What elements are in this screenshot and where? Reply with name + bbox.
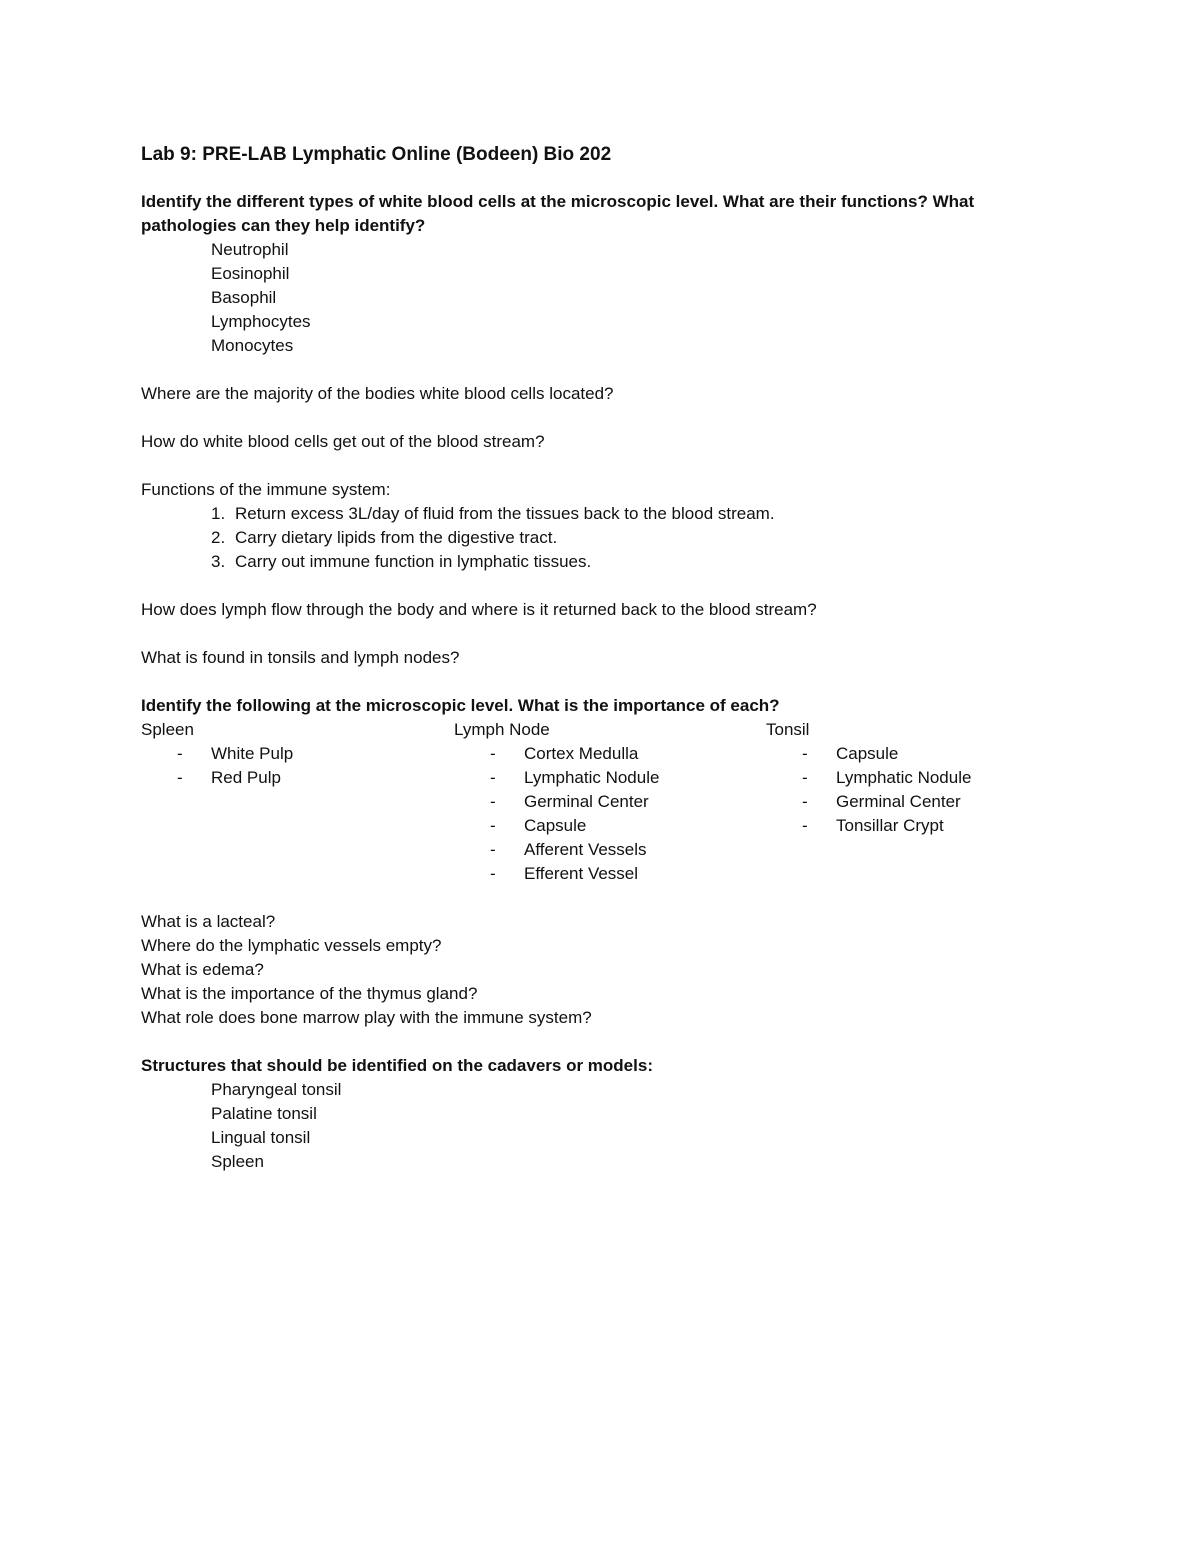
list-item: Monocytes	[211, 336, 294, 355]
column-list	[454, 742, 754, 886]
list-item: Spleen	[211, 1152, 264, 1171]
short-questions	[141, 910, 1041, 1030]
dash-marker: -	[802, 744, 808, 763]
list-number: 3.	[211, 552, 226, 571]
dash-marker: -	[490, 864, 496, 883]
list-item	[766, 766, 1066, 790]
dash-marker: -	[802, 768, 808, 787]
list-item	[454, 790, 754, 814]
list-text: Carry out immune function in lymphatic tissues.	[235, 552, 592, 571]
list-item	[141, 766, 441, 790]
dash-marker: -	[490, 744, 496, 763]
dash-marker: -	[802, 792, 808, 811]
question-majority: Where are the majority of the bodies white blood cells located?	[141, 384, 614, 403]
structure-columns	[141, 718, 1041, 886]
question-identify: Identify the following at the microscopic level. What is the importance of each?	[141, 696, 780, 715]
dash-marker: -	[490, 816, 496, 835]
list-text: Return excess 3L/day of fluid from the tissues back to the blood stream.	[235, 504, 775, 523]
column-lymph-node	[454, 718, 754, 886]
list-text: Capsule	[836, 744, 899, 763]
list-text: Germinal Center	[524, 792, 649, 811]
list-text: Capsule	[524, 816, 587, 835]
wbc-type-list	[141, 238, 1041, 358]
list-text: Afferent Vessels	[524, 840, 647, 859]
list-item	[141, 742, 441, 766]
list-item	[766, 814, 1066, 838]
functions-list	[141, 502, 1041, 574]
list-text: Lymphatic Nodule	[836, 768, 972, 787]
question-lymph-flow: How does lymph flow through the body and where is it returned back to the blood stream?	[141, 600, 817, 619]
list-text: Cortex Medulla	[524, 744, 639, 763]
dash-marker: -	[802, 816, 808, 835]
list-item	[454, 742, 754, 766]
question-bone-marrow: What role does bone marrow play with the immune system?	[141, 1008, 592, 1027]
list-item: Lingual tonsil	[211, 1128, 311, 1147]
list-item	[211, 550, 1041, 574]
list-item	[766, 790, 1066, 814]
dash-marker: -	[490, 768, 496, 787]
structures-list	[141, 1078, 1041, 1174]
list-number: 2.	[211, 528, 226, 547]
document-content	[141, 142, 1041, 1174]
list-text: Lymphatic Nodule	[524, 768, 660, 787]
column-tonsil	[766, 718, 1066, 838]
question-thymus: What is the importance of the thymus gland?	[141, 984, 478, 1003]
dash-marker: -	[177, 744, 183, 763]
dash-marker: -	[177, 768, 183, 787]
question-edema: What is edema?	[141, 960, 264, 979]
question-lacteal: What is a lacteal?	[141, 912, 276, 931]
column-spleen	[141, 718, 441, 790]
structures-heading: Structures that should be identified on the cadavers or models:	[141, 1056, 653, 1075]
list-item	[211, 526, 1041, 550]
document-title: Lab 9: PRE-LAB Lymphatic Online (Bodeen) Bio 202	[141, 144, 612, 165]
list-item: Pharyngeal tonsil	[211, 1080, 342, 1099]
list-number: 1.	[211, 504, 226, 523]
question-lymphatic-vessels: Where do the lymphatic vessels empty?	[141, 936, 442, 955]
question-wbc-types: Identify the different types of white blood cells at the microscopic level. What are their functions? What pathologies can they help identify?	[141, 192, 975, 235]
column-list	[141, 742, 441, 790]
list-item: Eosinophil	[211, 264, 290, 283]
list-text: Red Pulp	[211, 768, 281, 787]
question-bloodstream: How do white blood cells get out of the blood stream?	[141, 432, 545, 451]
functions-heading: Functions of the immune system:	[141, 480, 391, 499]
column-heading: Lymph Node	[454, 720, 550, 739]
list-item: Palatine tonsil	[211, 1104, 317, 1123]
list-text: Tonsillar Crypt	[836, 816, 944, 835]
list-text: Efferent Vessel	[524, 864, 639, 883]
list-text: Carry dietary lipids from the digestive tract.	[235, 528, 558, 547]
list-item	[454, 766, 754, 790]
dash-marker: -	[490, 792, 496, 811]
question-tonsils: What is found in tonsils and lymph nodes?	[141, 648, 460, 667]
list-text: Germinal Center	[836, 792, 961, 811]
column-heading: Spleen	[141, 720, 194, 739]
list-item: Neutrophil	[211, 240, 289, 259]
dash-marker: -	[490, 840, 496, 859]
list-item	[766, 742, 1066, 766]
list-text: White Pulp	[211, 744, 294, 763]
column-list	[766, 742, 1066, 838]
list-item: Basophil	[211, 288, 277, 307]
list-item	[454, 862, 754, 886]
list-item: Lymphocytes	[211, 312, 311, 331]
list-item	[454, 838, 754, 862]
column-heading: Tonsil	[766, 720, 810, 739]
list-item	[454, 814, 754, 838]
list-item	[211, 502, 1041, 526]
